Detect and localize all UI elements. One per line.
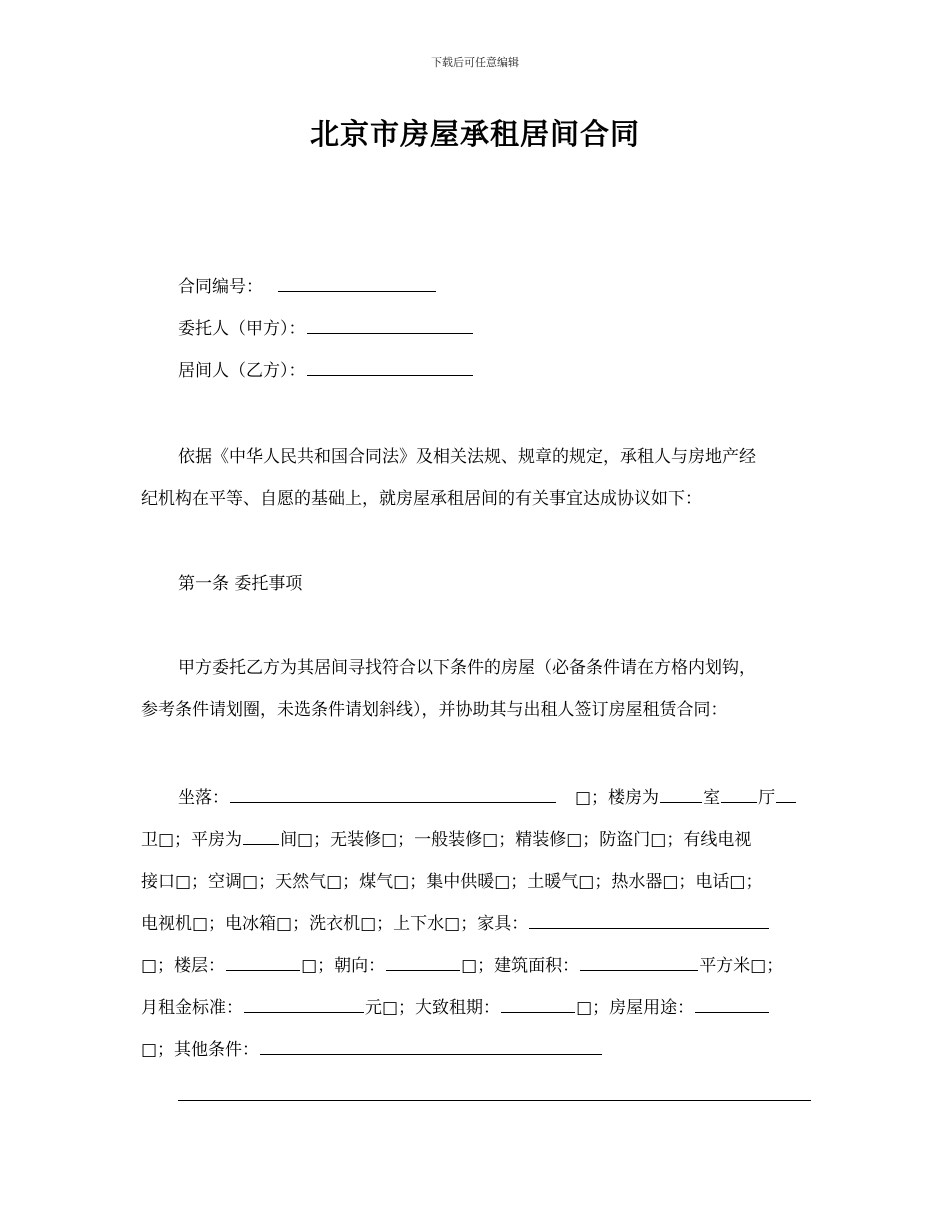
appliance-options: 电视机□；电冰箱□；洗衣机□；上下水□；家具： <box>141 914 529 934</box>
article-1-line-1: 甲方委托乙方为其居间寻找符合以下条件的房屋（必备条件请在方格内划钩， <box>178 658 756 678</box>
conditions-line-4 <box>141 903 813 945</box>
agent-label: 居间人（乙方）： <box>178 361 306 381</box>
conditions-line-7 <box>141 1029 813 1071</box>
bath-unit: 卫□；平房为 <box>141 830 243 850</box>
hall-unit: 厅 <box>758 788 776 808</box>
article-1 <box>141 563 813 605</box>
client-row <box>141 308 813 350</box>
area-blank[interactable] <box>580 953 698 971</box>
orientation-blank[interactable] <box>386 953 460 971</box>
conditions-line-5 <box>141 945 813 987</box>
article-1-line-2: 参考条件请划圈，未选条件请划斜线），并协助其与出租人签订房屋租赁合同： <box>141 700 728 720</box>
area-unit: 平方米□； <box>699 956 784 976</box>
preamble-line-2: 纪机构在平等、自愿的基础上，就房屋承租居间的有关事宜达成协议如下： <box>141 489 702 509</box>
room-unit: 室 <box>703 788 721 808</box>
decoration-options: 间□；无装修□；一般装修□；精装修□；防盗门□；有线电视 <box>280 830 752 850</box>
usage-label: □；房屋用途： <box>576 998 695 1018</box>
conditions-line-6 <box>141 987 813 1029</box>
article-1-paragraph <box>141 647 813 731</box>
other-conditions-continuation-line[interactable] <box>178 1100 811 1101</box>
orientation-label: □；朝向： <box>301 956 386 976</box>
client-label: 委托人（甲方）： <box>178 319 306 339</box>
area-label: □；建筑面积： <box>461 956 580 976</box>
baths-blank[interactable] <box>776 785 796 803</box>
preamble <box>141 436 813 520</box>
document-title: 北京市房屋承租居间合同 <box>309 117 640 151</box>
preamble-line-1: 依据《中华人民共和国合同法》及相关法规、规章的规定，承租人与房地产经 <box>178 447 756 467</box>
conditions-line-2 <box>141 819 813 861</box>
contract-no-row <box>141 266 813 308</box>
agent-row <box>141 350 813 392</box>
floor-blank[interactable] <box>226 953 300 971</box>
conditions-line-3: 接口□；空调□；天然气□；煤气□；集中供暖□；土暖气□；热水器□；电话□； <box>141 872 763 892</box>
rooms-blank[interactable] <box>660 785 702 803</box>
lease-term-blank[interactable] <box>501 995 575 1013</box>
usage-blank[interactable] <box>695 995 769 1013</box>
conditions-line-1 <box>141 777 813 819</box>
contract-no-label: 合同编号： <box>178 277 263 297</box>
floor-label: □；楼层： <box>141 956 226 976</box>
contract-fields <box>141 266 813 392</box>
other-conditions-blank[interactable] <box>260 1037 602 1055</box>
rent-label: 月租金标准： <box>141 998 243 1018</box>
bungalow-rooms-blank[interactable] <box>243 827 279 845</box>
header-note: 下载后可任意编辑 <box>431 56 519 69</box>
location-label: 坐落： <box>178 788 229 808</box>
rent-blank[interactable] <box>244 995 364 1013</box>
building-type-text: □；楼房为 <box>575 788 660 808</box>
conditions-block <box>141 777 813 1071</box>
lease-term-label: 元□；大致租期： <box>365 998 501 1018</box>
client-blank[interactable] <box>307 316 473 334</box>
contract-no-blank[interactable] <box>278 274 436 292</box>
halls-blank[interactable] <box>721 785 757 803</box>
article-1-heading: 第一条 委托事项 <box>178 574 303 594</box>
agent-blank[interactable] <box>307 358 473 376</box>
furniture-blank[interactable] <box>529 911 769 929</box>
other-conditions-label: □；其他条件： <box>141 1040 260 1060</box>
location-blank[interactable] <box>230 785 556 803</box>
